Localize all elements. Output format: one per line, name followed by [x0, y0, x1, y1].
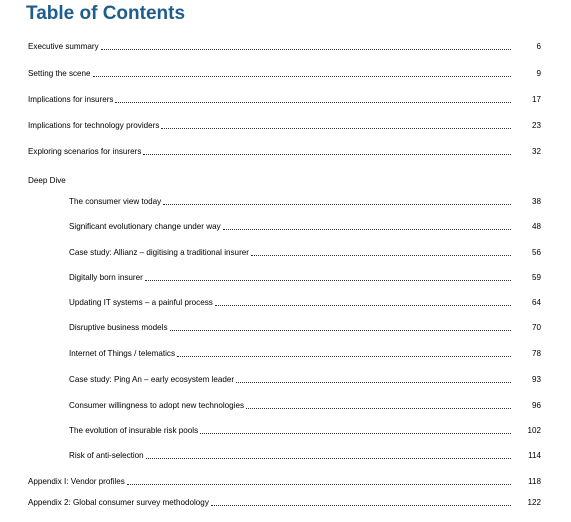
- toc-entry-appendix[interactable]: [28, 496, 541, 508]
- dot-leader: [200, 433, 511, 434]
- toc-entry-page: 32: [531, 147, 541, 156]
- toc-entry-page: 78: [531, 349, 541, 358]
- toc-subentry[interactable]: [69, 296, 541, 308]
- dot-leader: [146, 458, 511, 459]
- toc-entry-page: 102: [527, 426, 541, 435]
- dot-leader: [145, 280, 511, 281]
- toc-entry-label: Case study: Ping An – early ecosystem leader: [69, 375, 235, 384]
- toc-subentry[interactable]: [69, 246, 541, 258]
- toc-entry-page: 122: [527, 498, 541, 507]
- toc-subentry[interactable]: [69, 195, 541, 207]
- toc-entry[interactable]: [28, 119, 541, 131]
- dot-leader: [115, 102, 511, 103]
- toc-entry-label: The evolution of insurable risk pools: [69, 426, 199, 435]
- dot-leader: [93, 76, 511, 77]
- section-heading-deep-dive: Deep Dive: [28, 176, 66, 185]
- toc-entry-page: 6: [536, 42, 541, 51]
- toc-entry[interactable]: [28, 145, 541, 157]
- toc-entry-page: 93: [531, 375, 541, 384]
- toc-entry-label: Case study: Allianz – digitising a traditional insurer: [69, 248, 249, 257]
- toc-entry-label: Significant evolutionary change under way: [69, 222, 221, 231]
- toc-entry-page: 56: [531, 248, 541, 257]
- toc-entry-label: Disruptive business models: [69, 323, 168, 332]
- toc-entry-page: 9: [536, 69, 541, 78]
- toc-subentry[interactable]: [69, 424, 541, 436]
- toc-entry-label: Appendix 2: Global consumer survey methodology: [28, 498, 209, 507]
- toc-entry-page: 70: [531, 323, 541, 332]
- toc-subentry[interactable]: [69, 399, 541, 411]
- toc-subentry[interactable]: [69, 220, 541, 232]
- toc-entry-page: 48: [531, 222, 541, 231]
- toc-entry-page: 38: [531, 197, 541, 206]
- toc-entry-page: 23: [531, 121, 541, 130]
- toc-entry[interactable]: [28, 93, 541, 105]
- toc-entry-label: Appendix I: Vendor profiles: [28, 477, 125, 486]
- dot-leader: [170, 330, 511, 331]
- toc-entry-page: 64: [531, 298, 541, 307]
- toc-entry-page: 17: [531, 95, 541, 104]
- toc-entry-page: 114: [528, 451, 541, 460]
- dot-leader: [211, 505, 511, 506]
- dot-leader: [251, 255, 511, 256]
- toc-entry-label: The consumer view today: [69, 197, 162, 206]
- dot-leader: [177, 356, 511, 357]
- toc-entry[interactable]: [28, 40, 541, 52]
- page-title: Table of Contents: [26, 3, 186, 24]
- toc-entry-label: Risk of anti-selection: [69, 451, 144, 460]
- toc-entry-label: Exploring scenarios for insurers: [28, 147, 142, 156]
- dot-leader: [246, 408, 511, 409]
- toc-entry-label: Executive summary: [28, 42, 99, 51]
- dot-leader: [163, 204, 511, 205]
- toc-subentry[interactable]: [69, 449, 541, 461]
- toc-entry-label: Implications for technology providers: [28, 121, 160, 130]
- toc-entry-label: Updating IT systems – a painful process: [69, 298, 213, 307]
- toc-subentry[interactable]: [69, 271, 541, 283]
- dot-leader: [236, 382, 511, 383]
- toc-entry-page: 59: [531, 273, 541, 282]
- toc-entry-label: Internet of Things / telematics: [69, 349, 176, 358]
- dot-leader: [143, 154, 511, 155]
- toc-entry-label: Consumer willingness to adopt new technologies: [69, 401, 245, 410]
- toc-subentry[interactable]: [69, 321, 541, 333]
- dot-leader: [101, 49, 511, 50]
- toc-entry[interactable]: [28, 67, 541, 79]
- dot-leader: [215, 305, 511, 306]
- dot-leader: [161, 128, 511, 129]
- toc-subentry[interactable]: [69, 347, 541, 359]
- dot-leader: [127, 484, 511, 485]
- toc-entry-appendix[interactable]: [28, 475, 541, 487]
- dot-leader: [223, 229, 511, 230]
- toc-entry-label: Digitally born insurer: [69, 273, 143, 282]
- toc-subentry[interactable]: [69, 373, 541, 385]
- toc-entry-page: 96: [531, 401, 541, 410]
- toc-entry-page: 118: [528, 477, 541, 486]
- toc-entry-label: Implications for insurers: [28, 95, 114, 104]
- toc-entry-label: Setting the scene: [28, 69, 91, 78]
